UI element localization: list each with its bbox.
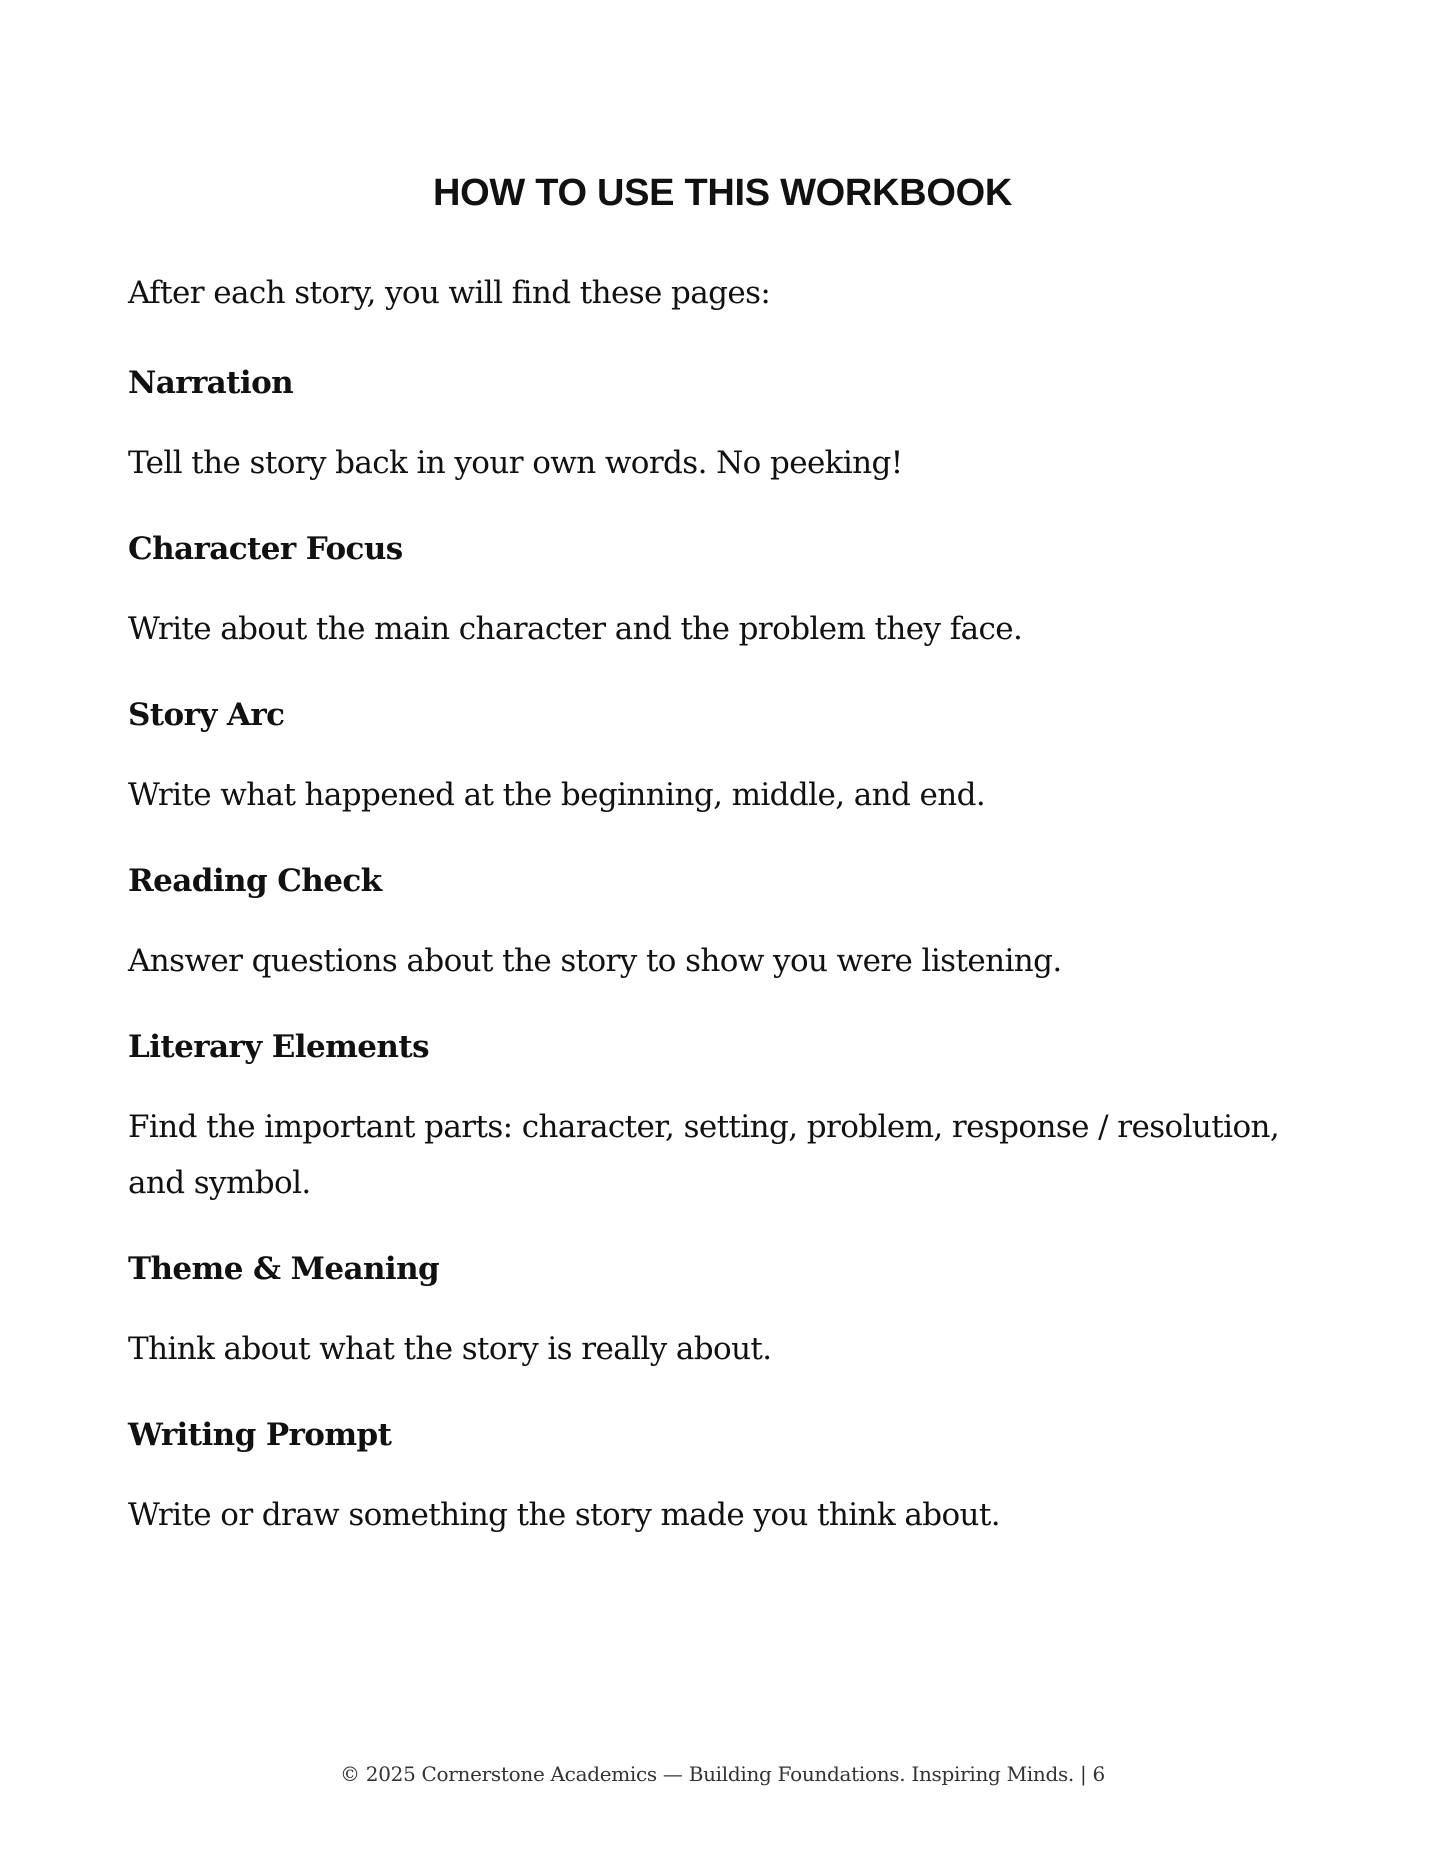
section-body: Write about the main character and the problem they face. [128,611,1023,647]
section-reading-check [128,853,1328,989]
section-literary-elements [128,1019,1328,1211]
section-heading: Reading Check [128,863,382,899]
section-story-arc [128,687,1328,823]
section-heading: Character Focus [128,531,403,567]
section-heading: Story Arc [128,697,285,733]
section-body: Find the important parts: character, setting, problem, response / resolution, and symbol. [128,1109,1280,1201]
section-character-focus [128,521,1328,657]
section-body: Answer questions about the story to show you were listening. [128,943,1062,979]
section-theme-meaning [128,1241,1328,1377]
intro-text: After each story, you will find these pages: [128,275,771,311]
page-footer: © 2025 Cornerstone Academics — Building Foundations. Inspiring Minds. | 6 [340,1762,1105,1786]
section-heading: Narration [128,365,294,401]
section-body: Tell the story back in your own words. No peeking! [128,445,903,481]
page-title: HOW TO USE THIS WORKBOOK [433,172,1012,214]
section-list [128,355,1328,1573]
section-heading: Literary Elements [128,1029,429,1065]
section-body: Write or draw something the story made you think about. [128,1497,1001,1533]
section-body: Write what happened at the beginning, middle, and end. [128,777,986,813]
section-heading: Theme & Meaning [128,1251,440,1287]
section-body: Think about what the story is really about. [128,1331,772,1367]
section-writing-prompt [128,1407,1328,1543]
section-narration [128,355,1328,491]
section-heading: Writing Prompt [128,1417,392,1453]
